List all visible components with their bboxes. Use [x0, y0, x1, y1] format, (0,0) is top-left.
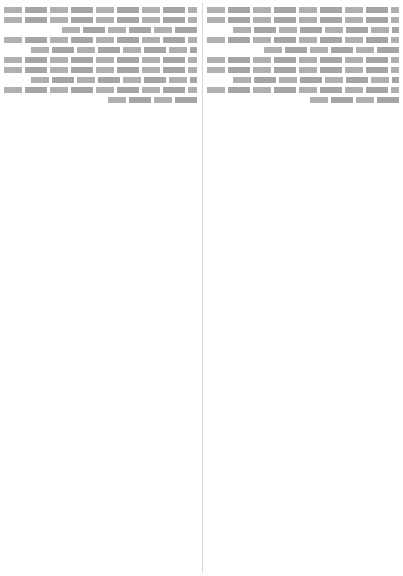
notice-line [264, 47, 399, 53]
notice-line [207, 57, 400, 63]
notice-line [31, 77, 197, 83]
notice-line [207, 37, 400, 43]
notice-right-column [202, 3, 400, 573]
notice-line [4, 67, 197, 73]
notice-left-column [4, 3, 197, 573]
notice-line [31, 47, 197, 53]
notice-line [4, 37, 197, 43]
notice-line [310, 97, 399, 103]
notice-line [233, 77, 399, 83]
notice-line [207, 17, 400, 23]
notice-line [4, 87, 197, 93]
notice-line [108, 97, 197, 103]
notice-line [233, 27, 399, 33]
notice-line [207, 7, 400, 13]
notice-line [4, 17, 197, 23]
notice-line [62, 27, 197, 33]
notice-line [4, 7, 197, 13]
notice-line [207, 67, 400, 73]
notice-line [207, 87, 400, 93]
notice-line [4, 57, 197, 63]
